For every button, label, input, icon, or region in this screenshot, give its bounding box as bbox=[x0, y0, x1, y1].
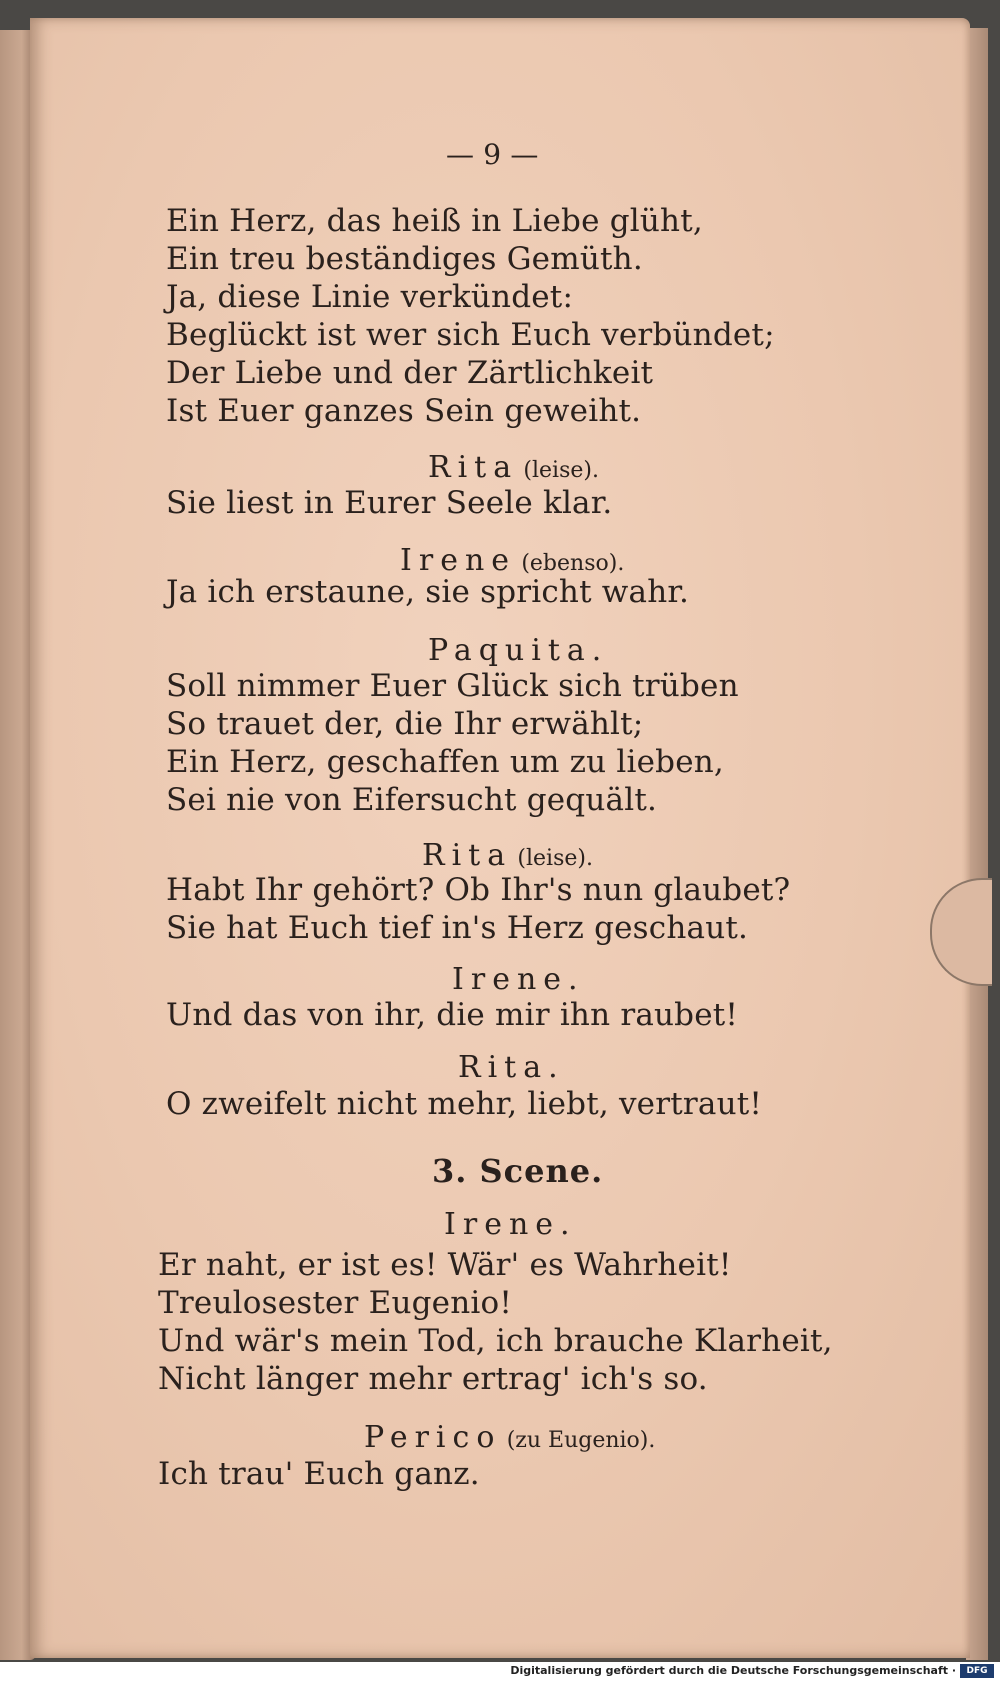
scene-heading: 3. Scene. bbox=[432, 1152, 604, 1190]
verse-line: Der Liebe und der Zärtlichkeit bbox=[166, 355, 654, 391]
speaker-heading: Irene. bbox=[444, 1207, 577, 1242]
stage-direction: (zu Eugenio). bbox=[506, 1428, 656, 1453]
speaker-heading bbox=[422, 838, 593, 873]
verse-line: Ist Euer ganzes Sein geweiht. bbox=[166, 393, 642, 429]
verse-line: Treulosester Eugenio! bbox=[158, 1285, 513, 1321]
stage-direction: (leise). bbox=[523, 458, 599, 483]
speaker-heading: Irene. bbox=[452, 962, 585, 997]
speaker-heading: Paquita. bbox=[428, 633, 609, 668]
verse-line: Ich trau' Euch ganz. bbox=[158, 1456, 480, 1492]
speaker-name: Rita bbox=[422, 838, 513, 873]
speaker-heading bbox=[428, 450, 599, 485]
speaker-name: Irene bbox=[400, 543, 517, 578]
verse-line: Ein treu beständiges Gemüth. bbox=[166, 241, 643, 277]
verse-line: Beglückt ist wer sich Euch verbündet; bbox=[166, 317, 775, 353]
speaker-heading bbox=[400, 543, 624, 578]
verse-line: Habt Ihr gehört? Ob Ihr's nun glaubet? bbox=[166, 872, 791, 908]
speaker-heading: Rita. bbox=[458, 1050, 565, 1085]
verse-line: Und das von ihr, die mir ihn raubet! bbox=[166, 997, 739, 1033]
verse-line: Nicht länger mehr ertrag' ich's so. bbox=[158, 1361, 708, 1397]
verse-line: Er naht, er ist es! Wär' es Wahrheit! bbox=[158, 1247, 732, 1283]
funding-credit: Digitalisierung gefördert durch die Deutsche Forschungsgemeinschaft · bbox=[510, 1664, 956, 1677]
verse-line: Ein Herz, geschaffen um zu lieben, bbox=[166, 744, 724, 780]
speaker-name: Rita bbox=[428, 450, 519, 485]
verse-line: Ja ich erstaune, sie spricht wahr. bbox=[166, 574, 690, 610]
verse-line: Ja, diese Linie verkündet: bbox=[166, 279, 574, 315]
verse-line: Sie liest in Eurer Seele klar. bbox=[166, 485, 613, 521]
verse-line: Ein Herz, das heiß in Liebe glüht, bbox=[166, 203, 703, 239]
verse-line: So trauet der, die Ihr erwählt; bbox=[166, 706, 644, 742]
speaker-heading bbox=[364, 1420, 655, 1455]
stage-direction: (leise). bbox=[517, 846, 593, 871]
speaker-name: Perico bbox=[364, 1420, 502, 1455]
footer-bar bbox=[0, 1662, 1000, 1681]
page-number: — 9 — bbox=[446, 138, 539, 171]
stage-direction: (ebenso). bbox=[521, 551, 625, 576]
dfg-logo-icon: DFG bbox=[960, 1664, 994, 1678]
verse-line: O zweifelt nicht mehr, liebt, vertraut! bbox=[166, 1086, 763, 1122]
verse-line: Sei nie von Eifersucht gequält. bbox=[166, 782, 658, 818]
verse-line: Soll nimmer Euer Glück sich trüben bbox=[166, 668, 739, 704]
verse-line: Sie hat Euch tief in's Herz geschaut. bbox=[166, 910, 749, 946]
verse-line: Und wär's mein Tod, ich brauche Klarheit, bbox=[158, 1323, 833, 1359]
